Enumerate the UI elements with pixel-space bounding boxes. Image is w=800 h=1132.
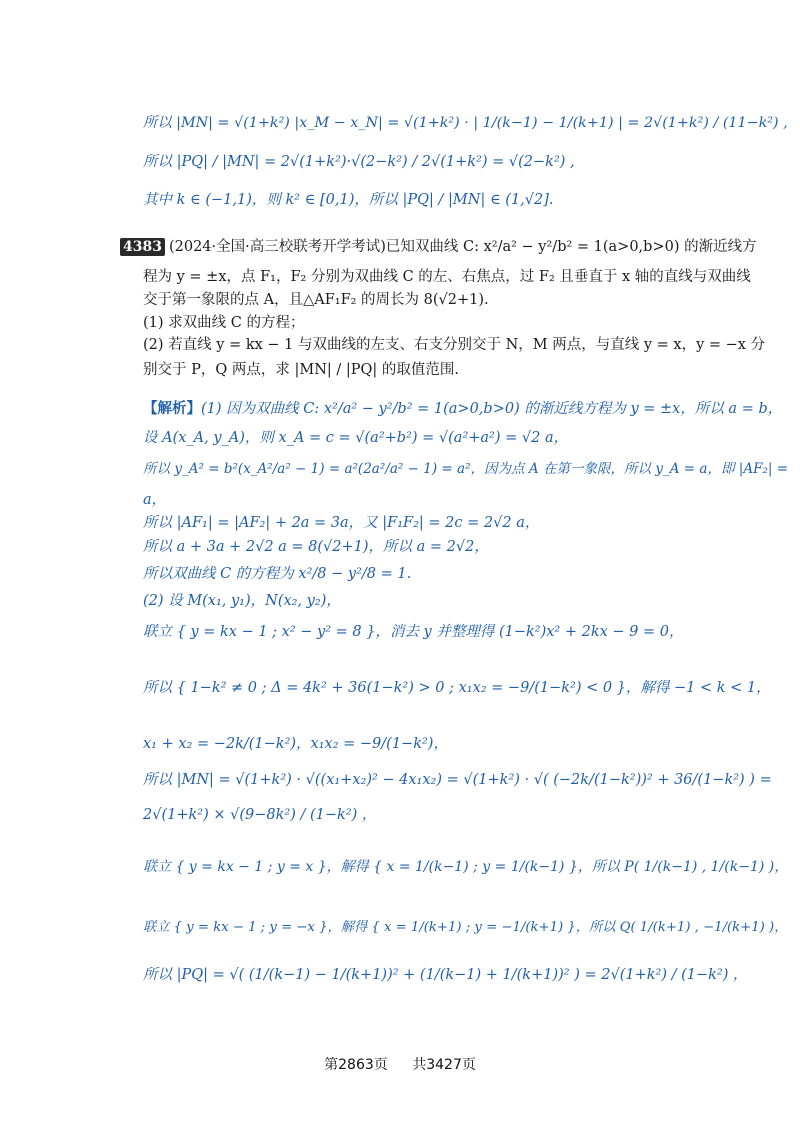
text-line — [143, 428, 568, 448]
page-total: 共3427页 — [412, 1057, 476, 1073]
text-line — [143, 459, 788, 479]
text-line — [143, 313, 304, 333]
text-content: x₁ + x₂ = −2k/(1−k²)，x₁x₂ = −9/(1−k²)， — [143, 736, 448, 752]
text-line — [143, 857, 788, 877]
text-content: 其中 k ∈ (−1,1)，则 k² ∈ [0,1)，所以 |PQ| / |MN| ∈ (1,√2]. — [143, 192, 554, 208]
text-line — [143, 360, 459, 380]
text-line — [143, 734, 448, 754]
text-content: a， — [143, 492, 167, 508]
text-line — [143, 918, 787, 938]
text-content: 联立 { y = kx − 1 ; y = x }，解得 { x = 1/(k−1) ; y = 1/(k−1) }，所以 P( 1/(k−1) , 1/(k−1) )， — [143, 859, 789, 875]
text-content: 所以 |AF₁| = |AF₂| + 2a = 3a，又 |F₁F₂| = 2c = 2√2 a， — [143, 515, 540, 531]
text-line — [143, 113, 788, 133]
text-line — [143, 770, 772, 790]
text-line — [143, 267, 751, 287]
text-line — [143, 152, 575, 172]
text-content: (2) 设 M(x₁, y₁)，N(x₂, y₂)， — [143, 593, 341, 609]
text-content: (1) 求双曲线 C 的方程； — [143, 315, 305, 331]
text-line — [143, 490, 166, 510]
text-content: 所以 |MN| = √(1+k²) · √((x₁+x₂)² − 4x₁x₂) = √(1+k²) · √( (−2k/(1−k²))² + 36/(1−k²) ) = — [143, 772, 772, 788]
text-line — [143, 190, 554, 210]
text-content: (2024·全国·高三校联考开学考试)已知双曲线 C: x²/a² − y²/b² = 1(a>0,b>0) 的渐近线方 — [168, 239, 757, 255]
text-content: (1) 因为双曲线 C: x²/a² − y²/b² = 1(a>0,b>0) 的渐近线方程为 y = ±x，所以 a = b， — [201, 401, 783, 417]
text-content: 别交于 P，Q 两点，求 |MN| / |PQ| 的取值范围. — [143, 362, 460, 378]
text-line — [143, 678, 771, 698]
text-line — [143, 290, 489, 310]
problem-number-badge: 4383 — [120, 238, 165, 256]
text-line — [143, 399, 782, 419]
text-content: (2) 若直线 y = kx − 1 与双曲线的左支、右支分别交于 N，M 两点，与直线 y = x，y = −x 分 — [143, 337, 766, 353]
text-line — [143, 335, 765, 355]
text-content: 所以 a + 3a + 2√2 a = 8(√2+1)，所以 a = 2√2， — [143, 539, 489, 555]
text-content: 所以 { 1−k² ≠ 0 ; Δ = 4k² + 36(1−k²) > 0 ; x₁x₂ = −9/(1−k²) < 0 }，解得 −1 < k < 1， — [143, 680, 771, 696]
text-line — [143, 537, 489, 557]
text-content: 2√(1+k²) × √(9−8k²) / (1−k²) ， — [143, 807, 377, 823]
text-content: 所以 |PQ| / |MN| = 2√(1+k²)·√(2−k²) / 2√(1+k²) = √(2−k²) , — [143, 154, 575, 170]
page-number: 第2863页 — [324, 1057, 388, 1073]
text-content: 联立 { y = kx − 1 ; x² − y² = 8 }，消去 y 并整理得 (1−k²)x² + 2kx − 9 = 0， — [143, 624, 684, 640]
text-content: 交于第一象限的点 A，且△AF₁F₂ 的周长为 8(√2+1). — [143, 292, 489, 308]
solution-tag: 【解析】 — [143, 400, 201, 417]
text-line — [143, 965, 747, 985]
text-content: 设 A(x_A, y_A)，则 x_A = c = √(a²+b²) = √(a²+a²) = √2 a， — [143, 430, 569, 446]
text-line — [143, 805, 376, 825]
text-content: 联立 { y = kx − 1 ; y = −x }，解得 { x = 1/(k+1) ; y = −1/(k+1) }，所以 Q( 1/(k+1) , −1/(k+1) )， — [143, 920, 788, 935]
text-content: 所以 y_A² = b²(x_A²/a² − 1) = a²(2a²/a² − 1) = a²，因为点 A 在第一象限，所以 y_A = a，即 |AF₂| = — [143, 461, 789, 477]
page-footer — [0, 1054, 800, 1074]
text-line — [143, 622, 684, 642]
text-content: 所以 |MN| = √(1+k²) |x_M − x_N| = √(1+k²) · | 1/(k−1) − 1/(k+1) | = 2√(1+k²) / (11−k²) , — [143, 115, 788, 131]
text-content: 所以双曲线 C 的方程为 x²/8 − y²/8 = 1. — [143, 566, 412, 582]
text-line — [143, 591, 341, 611]
text-line — [143, 513, 539, 533]
text-line — [120, 237, 757, 257]
text-content: 程为 y = ±x，点 F₁，F₂ 分别为双曲线 C 的左、右焦点，过 F₂ 且垂直于 x 轴的直线与双曲线 — [143, 269, 751, 285]
text-line — [143, 564, 411, 584]
text-content: 所以 |PQ| = √( (1/(k−1) − 1/(k+1))² + (1/(k−1) + 1/(k+1))² ) = 2√(1+k²) / (1−k²) ， — [143, 967, 748, 983]
